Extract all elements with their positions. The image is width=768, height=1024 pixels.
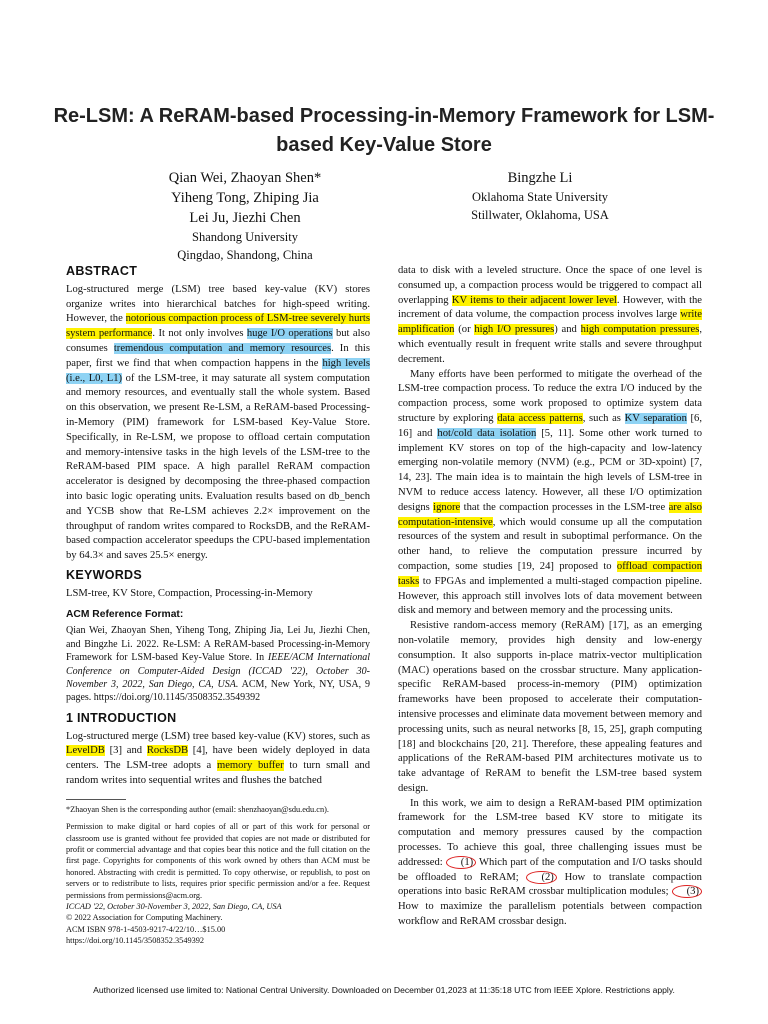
- text: How to maximize the parallelism potentials between compaction workflow and ReRAM crossbar design.: [398, 901, 702, 928]
- highlight: ignore: [433, 501, 461, 513]
- paragraph: [398, 368, 702, 620]
- affiliation: Shandong University: [192, 230, 298, 244]
- footnote: *Zhaoyan Shen is the corresponding author (email: shenzhaoyan@sdu.edu.cn).: [66, 804, 329, 814]
- abstract-heading: ABSTRACT: [66, 264, 138, 278]
- intro-heading: 1 INTRODUCTION: [66, 710, 177, 725]
- highlight: huge I/O operations: [246, 328, 333, 340]
- affiliation: Stillwater, Oklahoma, USA: [471, 208, 609, 222]
- text: In this work, we aim to design a ReRAM-based PIM optimization framework for the LSM-tree based KV store to mitigate its computation and memory pressures caused by the compaction processes. To achieve this goal, three challenging issues must be addressed:: [398, 797, 702, 868]
- highlight: tremendous computation and memory resources: [113, 342, 332, 354]
- text: to FPGAs and implemented a multi-staged compaction pipeline. However, this approach still involves lots of data movement between disk and memory and between memory and the processing units.: [398, 575, 702, 617]
- paragraph: Resistive random-access memory (ReRAM) [17], as an emerging non-volatile memory, provides high density and low-energy consumption. It also supports in-place matrix-vector multiplication (MAC) operations based on the crossbar structure. Many application-specific ReRAM-based process-in-memory (PIM) optimization frameworks have been proposed to accelerate their computation-intensive processes and eliminate data movement between memory and processing units, such as neural networks [8, 15, 25], graph computing [18] and blockchains [20, 21]. Therefore, these appealing features and applications of the ReRAM-based PIM architectures motivate us to take advantage of ReRAM to benefit the LSM-tree based system design.: [398, 620, 702, 794]
- affiliation: Oklahoma State University: [471, 190, 609, 204]
- permission-text: Permission to make digital or hard copies of all or part of this work for personal or classroom use is granted without fee provided that copies are not made or distributed for profit or commercial advantage and that copies bear this notice and the full citation on the first page. Copyrights for components of this work owned by others than ACM must be honored. Abstracting with credit is permitted. To copy otherwise, or republish, to post on servers or to redistribute to lists, requires prior specific permission and/or a fee. Request permissions from permissions@acm.org.: [66, 822, 370, 900]
- highlight: high levels (i.e., L0, L1): [66, 357, 370, 384]
- text: data to disk with a leveled structure. Once the space of one level is consumed up, a compaction process would be triggered to compact all overlapping: [398, 265, 702, 306]
- right-column: [398, 264, 702, 930]
- venue: IEEE/ACM International Conference on Computer-Aided Design (ICCAD '22), October 30-November 3, 2022, San Diego, CA, USA.: [66, 652, 370, 690]
- doi-line[interactable]: https://doi.org/10.1145/3508352.3549392: [66, 936, 205, 946]
- paper-title: Re-LSM: A ReRAM-based Processing-in-Memory Framework for LSM-based Key-Value Store: [53, 105, 715, 156]
- conf-line: [66, 901, 370, 912]
- highlight: high I/O pressures: [474, 324, 555, 336]
- acm-ref-heading: ACM Reference Format:: [66, 608, 184, 620]
- text: [5, 11]. Some other work turned to implement KV stores on top of the high-capacity and low-latency emerging non-volatile memory (NVM) (e.g., PCM or 3D-xpoint) [7, 14, 23]. The main idea is to maintain the high levels of LSM-tree in NVM to reduce access latency. However, all these I/O optimization designs: [398, 427, 702, 513]
- copyright-line: © 2022 Association for Computing Machinery.: [66, 913, 223, 923]
- author-line: Qian Wei, Zhaoyan Shen*: [168, 170, 322, 186]
- text: to turn small and random writes into sequential writes and flushes the batched: [66, 760, 371, 786]
- highlight: RocksDB: [146, 745, 189, 757]
- left-column: [66, 264, 370, 947]
- text: [4], have been widely deployed in data centers. The LSM-tree adopts a: [66, 745, 371, 772]
- abstract-text: [66, 283, 370, 564]
- text: Log-structured merge (LSM) tree based key-value (KV) stores organize writes into hierarchical batches for high-speed writing. However, the: [66, 283, 370, 325]
- author-line: Yiheng Tong, Zhiping Jia: [171, 190, 319, 206]
- text: Log-structured merge (LSM) tree based key-value (KV) stores, such as: [66, 730, 370, 742]
- annotation-circle: (1): [446, 856, 476, 869]
- text: that the compaction processes in the LSM-tree: [460, 501, 669, 513]
- text: ) and: [554, 324, 581, 336]
- text: of the LSM-tree, it may saturate all system computation and memory resources, and eventually stall the whole system. Based on this observation, we present Re-LSM, a ReRAM-based Processing-in-Memory (PIM) framework for LSM-based Key-Value Store. Specifically, in Re-LSM, we propose to offload certain computation and memory-intensive tasks in the high levels of the LSM-tree to the ReRAM-based PIM space. A high parallel ReRAM compaction accelerator is designed by decomposing the three-phased compaction into basic logic operating units. Evaluation results based on db_bench and YCSB show that Re-LSM achieves 2.2× improvement on the throughput of random writes compared to RocksDB, and the ReRAM-based compaction accelerator speedups the CPU-based implementation by 64.3× and saves 25.5× energy.: [66, 372, 370, 562]
- paragraph: [398, 797, 702, 930]
- text: . However, with the increment of data volume, the compaction process involves large: [398, 294, 703, 321]
- text: . In this paper, first we find that when compaction happens in the: [66, 342, 371, 369]
- text: (or: [454, 324, 475, 336]
- text: [6, 16] and: [398, 412, 702, 439]
- highlight: high computation pressures: [580, 324, 700, 336]
- text: Qian Wei, Zhaoyan Shen, Yiheng Tong, Zhiping Jia, Lei Ju, Jiezhi Chen, and Bingzhe Li. 2022. Re-LSM: A ReRAM-based Processing-in-Memory Framework for LSM-based Key-Value Store. In: [66, 625, 370, 664]
- highlight: notorious compaction process of LSM-tree severely hurts system performance: [66, 313, 370, 340]
- intro-text: [66, 730, 370, 789]
- highlight: KV separation: [624, 412, 687, 424]
- authors-left: [100, 168, 390, 264]
- highlight: data access patterns: [497, 412, 583, 424]
- annotation-circle: (2): [526, 871, 556, 884]
- text: but also consumes: [66, 328, 370, 354]
- text: , such as: [582, 412, 625, 424]
- permission-block: [66, 821, 370, 946]
- isbn-line: ACM ISBN 978-1-4503-9217-4/22/10…$15.00: [66, 924, 226, 934]
- text: [3] and: [104, 745, 147, 757]
- highlight: are also computation-intensive: [398, 501, 702, 528]
- text: , which would consume up all the computation resources of the system and result in suboptimal performance. On the other hand, to relieve the computation pressure incurred by compaction, some studies [19, 24] proposed to: [398, 516, 702, 572]
- paragraph: [398, 264, 702, 368]
- affiliation: Qingdao, Shandong, China: [177, 248, 313, 262]
- author-line: Lei Ju, Jiezhi Chen: [189, 210, 301, 226]
- authors-right: [410, 168, 670, 224]
- text: How to translate compaction operations into basic ReRAM crossbar multiplication modules;: [398, 871, 702, 898]
- highlight: LevelDB: [66, 745, 105, 757]
- highlight: KV items to their adjacent lower level: [451, 294, 617, 306]
- text: Which part of the computation and I/O tasks should be offloaded to ReRAM;: [398, 856, 702, 883]
- doi-link[interactable]: ACM, New York, NY, USA, 9 pages. https://doi.org/10.1145/3508352.3549392: [66, 678, 370, 704]
- text: Many efforts have been performed to mitigate the overhead of the LSM-tree compaction process. To reduce the extra I/O induced by the compaction process, some work proposed to optimize system data structure by exploring: [398, 368, 702, 424]
- text: . It not only involves: [152, 328, 247, 340]
- license-footer: Authorized licensed use limited to: National Central University. Downloaded on December 01,2023 at 11:35:18 UTC from IEEE Xplore. Restrictions apply.: [93, 985, 675, 995]
- text: , which eventually result in frequent write stalls and severe throughput decrement.: [398, 324, 702, 365]
- annotation-circle: (3): [672, 885, 702, 898]
- footnote-divider: [66, 799, 126, 800]
- keywords-text: LSM-tree, KV Store, Compaction, Processing-in-Memory: [66, 587, 313, 599]
- highlight: write amplification: [398, 309, 702, 336]
- keywords-heading: KEYWORDS: [66, 567, 143, 582]
- highlight: offload compaction tasks: [398, 560, 703, 587]
- acm-ref-text: [66, 624, 370, 704]
- author-line: Bingzhe Li: [507, 170, 573, 186]
- highlight: memory buffer: [216, 760, 284, 772]
- highlight: hot/cold data isolation: [437, 427, 537, 439]
- text: ICCAD '22, October 30-November 3, 2022, San Diego, CA, USA: [66, 902, 282, 911]
